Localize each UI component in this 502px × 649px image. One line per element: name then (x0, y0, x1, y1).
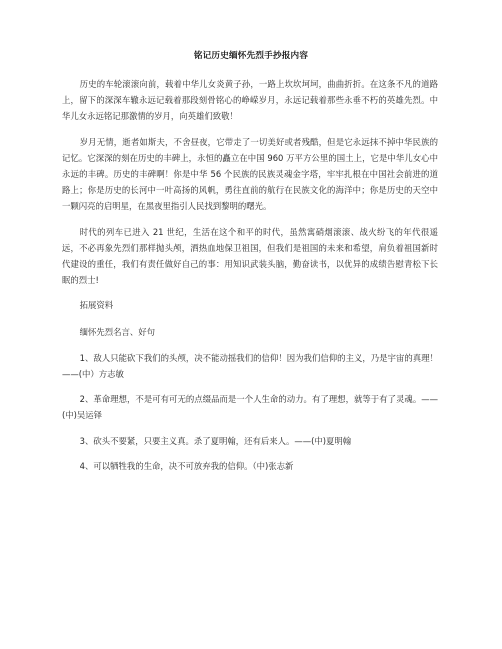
section-heading-extended: 拓展资料 (79, 300, 114, 311)
quote-item-4: 4、可以牺牲我的生命，决不可放弃我的信仰。（中)张志新 (79, 460, 294, 471)
document-body (62, 76, 438, 483)
paragraph-monument: 岁月无情，逝者如斯夫，不舍昼夜，它带走了一切美好或者残酷，但是它永远抹不掉中华民族的记忆。它深深的刻在历史的丰碑上，永恒的矗立在中国 960 万平方公里的国土上，它是中华儿女心中永远的丰碑。历史的丰碑啊！你是中华 56 个民族的民族灵魂金字塔，牢牢扎根在中国社会前进的道路上；你是历史的长河中一叶高扬的风帆，勇往直前的航行在民族文化的海洋中；你是历史的天空中一颗闪亮的启明星，在黑夜里指引人民找到黎明的曙光。 (62, 136, 438, 212)
page-title: 铭记历史缅怀先烈手抄报内容 (193, 51, 309, 61)
quote-item-3: 3、砍头不要紧，只要主义真。杀了夏明翰，还有后来人。——(中)夏明翰 (79, 435, 352, 446)
paragraph-intro: 历史的车轮滚滚向前，载着中华儿女炎黄子孙，一路上坎坎坷坷，曲曲折折。在这条不凡的道路上，留下的深深车辙永远记载着那段刻骨铭心的峥嵘岁月，永远记载着那些永垂不朽的英雄先烈。中华儿女永远铭记那激情的岁月，向英雄们致敬！ (62, 79, 438, 122)
paragraph-new-era: 时代的列车已进入 21 世纪，生活在这个和平的时代，虽然寓硝烟滚滚、战火纷飞的年代很遥远，不必再象先烈们那样抛头颅，洒热血地保卫祖国，但我们是祖国的未来和希望，肩负着祖国新时代建设的重任，我们有责任做好自己的事：用知识武装头脑，勤奋读书，以优异的成绩告慰青松下长眠的烈士! (62, 226, 438, 286)
section-subheading-quotes: 缅怀先烈名言、好句 (79, 326, 155, 337)
quote-item-2: 2、革命理想，不是可有可无的点缀品而是一个人生命的动力。有了理想，就等于有了灵魂。——(中)吴运铎 (62, 394, 438, 421)
quote-item-1: 1、敌人只能砍下我们的头颅，决不能动摇我们的信仰！因为我们信仰的主义，乃是宇宙的真理！——(中）方志敏 (62, 352, 438, 380)
